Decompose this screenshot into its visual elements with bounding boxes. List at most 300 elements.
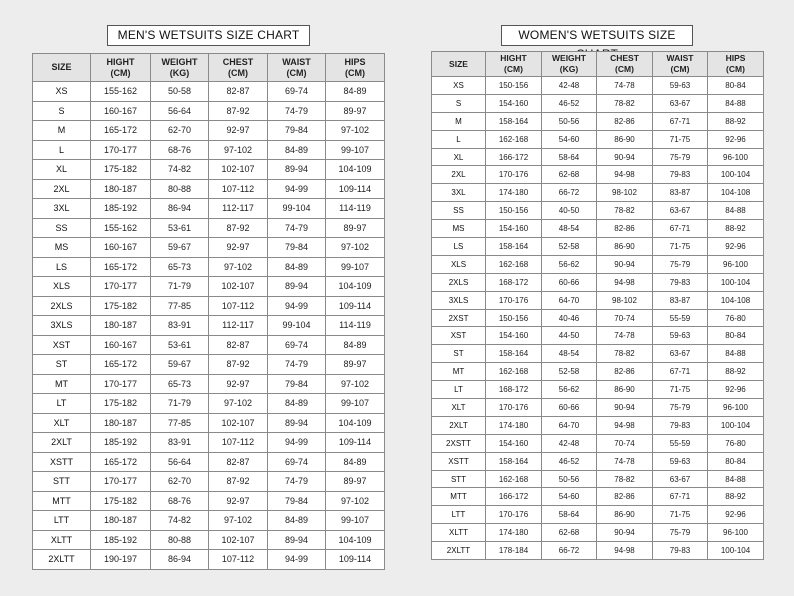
cell-chest: 82-87 (209, 82, 268, 102)
cell-weight: 52-58 (542, 238, 597, 256)
cell-hips: 84-89 (326, 452, 385, 472)
cell-hips: 84-88 (708, 94, 764, 112)
cell-hips: 97-102 (326, 238, 385, 258)
cell-weight: 42-48 (542, 77, 597, 95)
cell-hips: 84-88 (708, 345, 764, 363)
table-row (432, 488, 764, 506)
cell-size: 3XLS (432, 291, 486, 309)
table-row (33, 277, 385, 297)
cell-size: L (432, 130, 486, 148)
table-row (33, 355, 385, 375)
cell-hips: 99-107 (326, 257, 385, 277)
cell-hips: 88-92 (708, 363, 764, 381)
cell-waist: 74-79 (268, 101, 326, 121)
cell-chest: 90-94 (597, 148, 653, 166)
cell-waist: 75-79 (653, 148, 708, 166)
cell-chest: 78-82 (597, 345, 653, 363)
cell-height: 165-172 (91, 257, 151, 277)
cell-size: XLS (432, 255, 486, 273)
header-label: WAIST (666, 53, 694, 63)
cell-size: 2XLTT (33, 550, 91, 570)
table-row (33, 394, 385, 414)
cell-height: 154-160 (486, 94, 542, 112)
cell-size: 2XL (33, 179, 91, 199)
table-row (33, 238, 385, 258)
cell-waist: 79-84 (268, 121, 326, 141)
cell-waist: 74-79 (268, 355, 326, 375)
cell-hips: 109-114 (326, 550, 385, 570)
cell-waist: 79-83 (653, 416, 708, 434)
table-row (432, 470, 764, 488)
cell-height: 162-168 (486, 363, 542, 381)
cell-height: 170-177 (91, 374, 151, 394)
cell-waist: 79-83 (653, 273, 708, 291)
table-row (33, 374, 385, 394)
cell-size: S (33, 101, 91, 121)
cell-chest: 82-86 (597, 363, 653, 381)
table-row (432, 130, 764, 148)
cell-size: LS (432, 238, 486, 256)
header-label: WEIGHT (161, 56, 198, 67)
cell-weight: 60-66 (542, 399, 597, 417)
cell-weight: 56-62 (542, 381, 597, 399)
cell-waist: 89-94 (268, 413, 326, 433)
cell-hips: 114-119 (326, 316, 385, 336)
cell-waist: 69-74 (268, 82, 326, 102)
cell-waist: 79-84 (268, 238, 326, 258)
cell-height: 158-164 (486, 112, 542, 130)
cell-size: L (33, 140, 91, 160)
cell-hips: 96-100 (708, 399, 764, 417)
cell-chest: 78-82 (597, 94, 653, 112)
table-row (33, 257, 385, 277)
cell-hips: 99-107 (326, 394, 385, 414)
header-unit: (CM) (345, 67, 365, 78)
cell-weight: 62-70 (151, 121, 209, 141)
cell-chest: 82-87 (209, 335, 268, 355)
cell-height: 170-177 (91, 140, 151, 160)
cell-waist: 55-59 (653, 309, 708, 327)
table-row (33, 82, 385, 102)
cell-hips: 99-107 (326, 511, 385, 531)
cell-weight: 74-82 (151, 160, 209, 180)
header-unit: (KG) (169, 67, 190, 78)
cell-hips: 100-104 (708, 542, 764, 560)
cell-height: 168-172 (486, 381, 542, 399)
cell-weight: 46-52 (542, 94, 597, 112)
cell-size: LTT (33, 511, 91, 531)
cell-weight: 65-73 (151, 374, 209, 394)
header-unit: (CM) (504, 64, 523, 74)
column-header-weight (542, 52, 597, 77)
header-label: HIGHT (106, 56, 135, 67)
cell-waist: 63-67 (653, 94, 708, 112)
table-row (432, 434, 764, 452)
cell-height: 174-180 (486, 416, 542, 434)
cell-hips: 100-104 (708, 273, 764, 291)
cell-hips: 96-100 (708, 524, 764, 542)
cell-hips: 92-96 (708, 506, 764, 524)
cell-weight: 62-68 (542, 166, 597, 184)
cell-height: 180-187 (91, 413, 151, 433)
column-header-size (432, 52, 486, 77)
column-header-chest (209, 54, 268, 82)
cell-weight: 71-79 (151, 277, 209, 297)
table-row (432, 399, 764, 417)
cell-chest: 92-97 (209, 238, 268, 258)
cell-height: 174-180 (486, 524, 542, 542)
cell-weight: 80-88 (151, 530, 209, 550)
column-header-height (91, 54, 151, 82)
column-header-weight (151, 54, 209, 82)
cell-waist: 79-83 (653, 166, 708, 184)
cell-waist: 84-89 (268, 257, 326, 277)
table-row (432, 506, 764, 524)
cell-weight: 53-61 (151, 335, 209, 355)
table-row (33, 452, 385, 472)
cell-height: 168-172 (486, 273, 542, 291)
cell-chest: 112-117 (209, 199, 268, 219)
cell-size: XST (432, 327, 486, 345)
cell-size: 2XLT (33, 433, 91, 453)
table-row (432, 524, 764, 542)
cell-waist: 83-87 (653, 291, 708, 309)
header-label: HIPS (344, 56, 366, 67)
cell-hips: 88-92 (708, 488, 764, 506)
cell-hips: 109-114 (326, 296, 385, 316)
cell-size: 2XLTT (432, 542, 486, 560)
cell-chest: 107-112 (209, 550, 268, 570)
table-row (33, 101, 385, 121)
cell-waist: 99-104 (268, 316, 326, 336)
cell-chest: 86-90 (597, 130, 653, 148)
cell-weight: 50-56 (542, 112, 597, 130)
column-header-waist (653, 52, 708, 77)
cell-chest: 97-102 (209, 140, 268, 160)
table-row (33, 550, 385, 570)
cell-size: M (33, 121, 91, 141)
cell-waist: 71-75 (653, 130, 708, 148)
cell-height: 154-160 (486, 434, 542, 452)
cell-chest: 70-74 (597, 434, 653, 452)
table-row (33, 296, 385, 316)
cell-size: 3XL (432, 184, 486, 202)
table-row (33, 140, 385, 160)
cell-size: ST (432, 345, 486, 363)
cell-height: 180-187 (91, 511, 151, 531)
cell-height: 175-182 (91, 296, 151, 316)
cell-chest: 107-112 (209, 296, 268, 316)
cell-hips: 76-80 (708, 434, 764, 452)
cell-chest: 87-92 (209, 355, 268, 375)
cell-waist: 63-67 (653, 345, 708, 363)
header-label: SIZE (449, 58, 468, 69)
table-row (432, 416, 764, 434)
column-header-size (33, 54, 91, 82)
cell-weight: 54-60 (542, 488, 597, 506)
cell-weight: 71-79 (151, 394, 209, 414)
cell-hips: 104-108 (708, 184, 764, 202)
cell-waist: 84-89 (268, 511, 326, 531)
table-row (432, 202, 764, 220)
cell-chest: 92-97 (209, 374, 268, 394)
cell-height: 165-172 (91, 355, 151, 375)
cell-chest: 87-92 (209, 101, 268, 121)
cell-chest: 86-90 (597, 238, 653, 256)
cell-size: MT (33, 374, 91, 394)
cell-hips: 97-102 (326, 121, 385, 141)
cell-chest: 97-102 (209, 394, 268, 414)
cell-chest: 102-107 (209, 277, 268, 297)
table-row (432, 184, 764, 202)
cell-hips: 92-96 (708, 381, 764, 399)
cell-size: XSTT (432, 452, 486, 470)
cell-chest: 78-82 (597, 202, 653, 220)
table-row (432, 345, 764, 363)
header-unit: (CM) (110, 67, 131, 78)
cell-waist: 59-63 (653, 452, 708, 470)
cell-height: 158-164 (486, 345, 542, 363)
cell-chest: 97-102 (209, 511, 268, 531)
cell-size: XLT (33, 413, 91, 433)
cell-hips: 104-109 (326, 530, 385, 550)
header-label: CHEST (222, 56, 254, 67)
cell-hips: 104-108 (708, 291, 764, 309)
cell-height: 150-156 (486, 77, 542, 95)
cell-size: XL (432, 148, 486, 166)
cell-weight: 86-94 (151, 550, 209, 570)
cell-hips: 84-89 (326, 335, 385, 355)
cell-hips: 89-97 (326, 101, 385, 121)
cell-height: 185-192 (91, 530, 151, 550)
cell-chest: 78-82 (597, 470, 653, 488)
cell-height: 162-168 (486, 255, 542, 273)
cell-hips: 104-109 (326, 277, 385, 297)
table-row (432, 381, 764, 399)
cell-weight: 50-56 (542, 470, 597, 488)
cell-height: 150-156 (486, 309, 542, 327)
column-header-waist (268, 54, 326, 82)
cell-chest: 94-98 (597, 273, 653, 291)
cell-hips: 97-102 (326, 491, 385, 511)
cell-chest: 86-90 (597, 381, 653, 399)
cell-chest: 102-107 (209, 160, 268, 180)
cell-size: MS (432, 220, 486, 238)
header-unit: (KG) (559, 64, 579, 74)
cell-size: MT (432, 363, 486, 381)
cell-waist: 94-99 (268, 550, 326, 570)
cell-hips: 89-97 (326, 355, 385, 375)
cell-hips: 84-88 (708, 470, 764, 488)
cell-weight: 62-68 (542, 524, 597, 542)
table-row (33, 179, 385, 199)
cell-weight: 53-61 (151, 218, 209, 238)
header-unit: (CM) (615, 64, 634, 74)
table-row (33, 491, 385, 511)
cell-hips: 80-84 (708, 77, 764, 95)
cell-hips: 104-109 (326, 413, 385, 433)
cell-height: 160-167 (91, 335, 151, 355)
cell-chest: 94-98 (597, 416, 653, 434)
cell-hips: 88-92 (708, 220, 764, 238)
column-header-hips (326, 54, 385, 82)
cell-hips: 99-107 (326, 140, 385, 160)
cell-height: 165-172 (91, 452, 151, 472)
cell-size: STT (432, 470, 486, 488)
cell-weight: 58-64 (542, 148, 597, 166)
cell-height: 170-176 (486, 166, 542, 184)
cell-waist: 79-83 (653, 542, 708, 560)
cell-weight: 54-60 (542, 130, 597, 148)
cell-waist: 79-84 (268, 491, 326, 511)
cell-weight: 65-73 (151, 257, 209, 277)
cell-weight: 83-91 (151, 433, 209, 453)
cell-waist: 63-67 (653, 202, 708, 220)
cell-height: 154-160 (486, 327, 542, 345)
cell-hips: 84-89 (326, 82, 385, 102)
cell-height: 162-168 (486, 470, 542, 488)
cell-height: 175-182 (91, 394, 151, 414)
cell-size: S (432, 94, 486, 112)
cell-waist: 75-79 (653, 255, 708, 273)
cell-waist: 74-79 (268, 472, 326, 492)
cell-weight: 68-76 (151, 491, 209, 511)
cell-waist: 71-75 (653, 381, 708, 399)
cell-weight: 50-58 (151, 82, 209, 102)
cell-chest: 87-92 (209, 218, 268, 238)
cell-height: 185-192 (91, 433, 151, 453)
table-row (432, 94, 764, 112)
cell-size: LTT (432, 506, 486, 524)
cell-weight: 59-67 (151, 238, 209, 258)
cell-chest: 98-102 (597, 291, 653, 309)
header-label: HIGHT (500, 53, 527, 63)
header-label: SIZE (51, 62, 72, 72)
cell-height: 155-162 (91, 218, 151, 238)
cell-hips: 109-114 (326, 179, 385, 199)
header-unit: (CM) (726, 64, 745, 74)
cell-waist: 67-71 (653, 112, 708, 130)
cell-chest: 82-86 (597, 112, 653, 130)
cell-weight: 56-64 (151, 452, 209, 472)
cell-chest: 90-94 (597, 524, 653, 542)
header-label: CHEST (610, 53, 639, 63)
cell-waist: 89-94 (268, 530, 326, 550)
cell-weight: 86-94 (151, 199, 209, 219)
table-row (33, 413, 385, 433)
cell-chest: 112-117 (209, 316, 268, 336)
cell-chest: 74-78 (597, 327, 653, 345)
table-header-row (33, 54, 385, 82)
womens-size-table (431, 51, 764, 560)
cell-chest: 70-74 (597, 309, 653, 327)
table-row (33, 335, 385, 355)
cell-size: 2XL (432, 166, 486, 184)
cell-chest: 102-107 (209, 530, 268, 550)
cell-hips: 100-104 (708, 166, 764, 184)
cell-chest: 107-112 (209, 433, 268, 453)
cell-waist: 69-74 (268, 335, 326, 355)
cell-chest: 94-98 (597, 166, 653, 184)
cell-height: 150-156 (486, 202, 542, 220)
cell-hips: 97-102 (326, 374, 385, 394)
header-label: WAIST (282, 56, 311, 67)
cell-hips: 92-96 (708, 130, 764, 148)
cell-height: 158-164 (486, 452, 542, 470)
cell-weight: 60-66 (542, 273, 597, 291)
table-row (432, 148, 764, 166)
table-row (432, 291, 764, 309)
cell-waist: 67-71 (653, 220, 708, 238)
cell-height: 174-180 (486, 184, 542, 202)
cell-chest: 86-90 (597, 506, 653, 524)
cell-weight: 46-52 (542, 452, 597, 470)
cell-size: MTT (33, 491, 91, 511)
cell-chest: 82-87 (209, 452, 268, 472)
cell-weight: 74-82 (151, 511, 209, 531)
cell-size: M (432, 112, 486, 130)
cell-chest: 92-97 (209, 491, 268, 511)
cell-weight: 62-70 (151, 472, 209, 492)
cell-height: 170-176 (486, 506, 542, 524)
cell-waist: 79-84 (268, 374, 326, 394)
cell-hips: 80-84 (708, 327, 764, 345)
cell-height: 185-192 (91, 199, 151, 219)
cell-weight: 77-85 (151, 296, 209, 316)
cell-weight: 42-48 (542, 434, 597, 452)
table-row (33, 121, 385, 141)
table-row (432, 77, 764, 95)
cell-weight: 64-70 (542, 291, 597, 309)
cell-chest: 107-112 (209, 179, 268, 199)
cell-height: 180-187 (91, 179, 151, 199)
column-header-hips (708, 52, 764, 77)
table-row (33, 530, 385, 550)
cell-chest: 90-94 (597, 399, 653, 417)
mens-chart-title: MEN'S WETSUITS SIZE CHART (107, 25, 310, 46)
table-header-row (432, 52, 764, 77)
cell-size: ST (33, 355, 91, 375)
cell-size: XLTT (33, 530, 91, 550)
cell-size: 2XLS (33, 296, 91, 316)
table-row (33, 218, 385, 238)
cell-weight: 44-50 (542, 327, 597, 345)
cell-waist: 83-87 (653, 184, 708, 202)
table-row (432, 363, 764, 381)
cell-weight: 66-72 (542, 184, 597, 202)
cell-size: LT (432, 381, 486, 399)
cell-waist: 71-75 (653, 238, 708, 256)
cell-weight: 52-58 (542, 363, 597, 381)
cell-chest: 82-86 (597, 220, 653, 238)
cell-height: 175-182 (91, 491, 151, 511)
cell-size: 2XST (432, 309, 486, 327)
header-unit: (CM) (670, 64, 690, 74)
cell-hips: 89-97 (326, 472, 385, 492)
cell-waist: 69-74 (268, 452, 326, 472)
cell-weight: 56-64 (151, 101, 209, 121)
cell-chest: 74-78 (597, 452, 653, 470)
table-row (33, 160, 385, 180)
table-row (432, 220, 764, 238)
cell-chest: 102-107 (209, 413, 268, 433)
table-row (33, 199, 385, 219)
cell-waist: 94-99 (268, 433, 326, 453)
cell-waist: 74-79 (268, 218, 326, 238)
cell-size: LT (33, 394, 91, 414)
cell-size: 3XLS (33, 316, 91, 336)
cell-height: 190-197 (91, 550, 151, 570)
